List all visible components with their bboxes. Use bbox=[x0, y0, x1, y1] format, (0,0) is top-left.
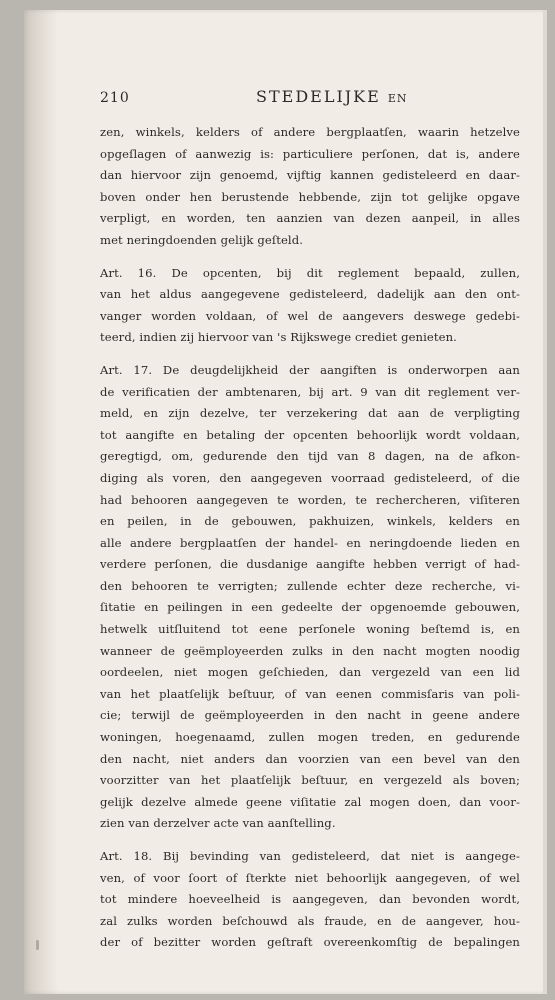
text-line: wanneer de geëmployeerden zulks in den nacht mogten noodig bbox=[100, 643, 520, 658]
text-line: gelijk dezelve almede geene viſitatie zal mogen doen, dan voor- bbox=[100, 794, 520, 809]
page-gutter-shadow bbox=[24, 10, 58, 994]
text-line: had behooren aangegeven te worden, te rechercheren, viſiteren bbox=[100, 492, 520, 507]
text-line: boven onder hen berustende hebbende, zijn tot gelijke opgave bbox=[100, 189, 520, 204]
text-line: alle andere bergplaatſen der handel- en neringdoende lieden en bbox=[100, 535, 520, 550]
text-line: cie; terwijl de geëmployeerden in den nacht in geene andere bbox=[100, 708, 520, 723]
text-line: woningen, hoegenaamd, zullen mogen treden, en gedurende bbox=[100, 730, 520, 745]
text-line: tot mindere hoeveelheid is aangegeven, dan bevonden wordt, bbox=[100, 892, 520, 907]
text-line: ven, of voor ſoort of ſterkte niet behoorlijk aangegeven, of wel bbox=[100, 870, 520, 885]
text-line: dan hiervoor zijn genoemd, vijftig kannen gedisteleerd en daar- bbox=[100, 168, 520, 183]
text-line: den behooren te verrigten; zullende echter deze recherche, vi- bbox=[100, 578, 520, 593]
text-line: vanger worden voldaan, of wel de aangevers deswege gedebi- bbox=[100, 308, 520, 323]
text-line: met neringdoenden gelijk geſteld. bbox=[100, 232, 304, 247]
text-line: van het aldus aangegevene gedisteleerd, dadelijk aan den ont- bbox=[100, 287, 520, 302]
text-line: ſitatie en peilingen in een gedeelte der opgenoemde gebouwen, bbox=[100, 600, 520, 615]
page-edge bbox=[543, 10, 547, 994]
text-line: Art. 18. Bij bevinding van gedisteleerd, dat niet is aangege- bbox=[100, 849, 520, 863]
text-line: verpligt, en worden, ten aanzien van dezen aanpeil, in alles bbox=[100, 211, 520, 226]
text-line: verdere perſonen, die dusdanige aangifte hebben verrigt of had- bbox=[100, 557, 520, 572]
body-text bbox=[100, 122, 520, 965]
text-line: diging als voren, den aangegeven voorraad gedisteleerd, of die bbox=[100, 470, 520, 485]
text-line: den nacht, niet anders dan voorzien van een bevel van den bbox=[100, 751, 520, 766]
ink-mark bbox=[36, 940, 39, 950]
running-title-suffix: EN bbox=[387, 92, 408, 105]
text-line: de verificatien der ambtenaren, bij art. 9 van dit reglement ver- bbox=[100, 384, 520, 399]
text-line: meld, en zijn dezelve, ter verzekering dat aan de verpligting bbox=[100, 406, 520, 421]
running-title-main: STEDELIJKE bbox=[256, 87, 381, 106]
paragraph bbox=[100, 263, 520, 349]
text-line: hetwelk uitſluitend tot eene perſonele woning beſtemd is, en bbox=[100, 622, 520, 637]
text-line: opgeſlagen of aanwezig is: particuliere perſonen, dat is, andere bbox=[100, 146, 520, 161]
page-number: 210 bbox=[100, 90, 130, 106]
paragraph bbox=[100, 846, 520, 954]
text-line: Art. 16. De opcenten, bij dit reglement bepaald, zullen, bbox=[100, 265, 520, 280]
text-line: zal zulks worden beſchouwd als fraude, en de aangever, hou- bbox=[100, 913, 520, 928]
paragraph bbox=[100, 360, 520, 835]
text-line: voorzitter van het plaatſelijk beſtuur, en vergezeld als boven; bbox=[100, 773, 520, 788]
text-line: en peilen, in de gebouwen, pakhuizen, winkels, kelders en bbox=[100, 514, 520, 529]
running-title bbox=[256, 87, 408, 106]
text-line: der of bezitter worden geſtraft overeenkomſtig de bepalingen bbox=[100, 935, 520, 950]
text-line: teerd, indien zij hiervoor van 's Rijkswege crediet genieten. bbox=[100, 330, 457, 345]
paragraph bbox=[100, 122, 520, 252]
running-head bbox=[100, 84, 500, 108]
text-line: geregtigd, om, gedurende den tijd van 8 dagen, na de afkon- bbox=[100, 449, 520, 464]
text-line: zien van derzelver acte van aanſtelling. bbox=[100, 816, 336, 831]
text-line: oordeelen, niet mogen geſchieden, dan vergezeld van een lid bbox=[100, 665, 520, 680]
text-line: zen, winkels, kelders of andere bergplaatſen, waarin hetzelve bbox=[100, 125, 520, 139]
text-line: Art. 17. De deugdelijkheid der aangiften is onderworpen aan bbox=[100, 362, 520, 377]
text-line: van het plaatſelijk beſtuur, of van eenen commisſaris van poli- bbox=[100, 686, 520, 701]
text-line: tot aangifte en betaling der opcenten behoorlijk wordt voldaan, bbox=[100, 427, 520, 442]
